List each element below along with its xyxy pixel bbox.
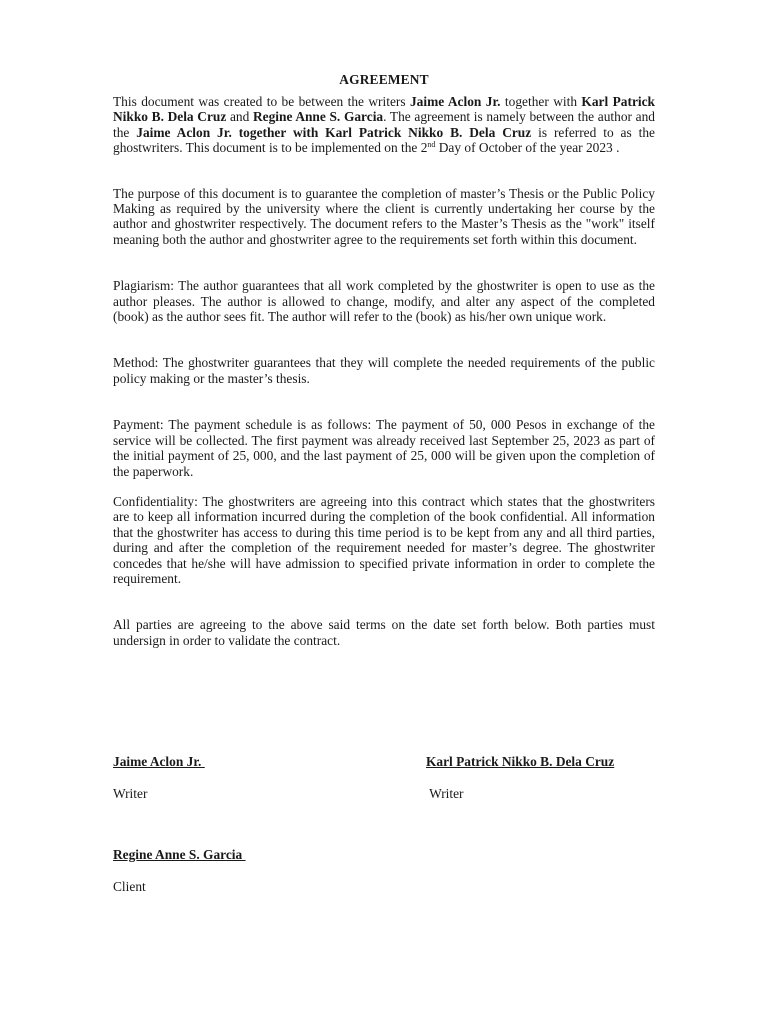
signature-writer-2 — [426, 754, 614, 802]
signature-name: Karl Patrick Nikko B. Dela Cruz — [426, 754, 615, 769]
closing-paragraph: All parties are agreeing to the above said terms on the date set forth below. Both parties must undersign in order to validate the contract. — [113, 617, 655, 648]
signature-name: Regine Anne S. Garcia — [113, 847, 246, 862]
purpose-paragraph: The purpose of this document is to guarantee the completion of master’s Thesis or the Public Policy Making as required by the university where the client is currently undertaking her course by the author and ghostwriter respectively. The document refers to the Master’s Thesis as the "work" itself meaning both the author and ghostwriter agree to the requirements set forth within this document. — [113, 185, 655, 247]
intro-text-3: and — [226, 109, 253, 125]
plagiarism-paragraph: Plagiarism: The author guarantees that all work completed by the ghostwriter is open to use as the author pleases. The author is allowed to change, modify, and alter any aspect of the completed (book) as the author sees fit. The author will refer to the (book) as his/her own unique work. — [113, 278, 655, 325]
agreement-document — [113, 72, 655, 648]
document-title: AGREEMENT — [339, 72, 429, 87]
intro-text-4: . The agreement is namely between the author and the — [113, 109, 655, 140]
signature-writer-1 — [113, 754, 205, 802]
intro-text-1: This document was created to be between the writers — [113, 94, 410, 109]
intro-paragraph — [113, 94, 655, 156]
confidentiality-paragraph: Confidentiality: The ghostwriters are agreeing into this contract which states that the ghostwriters are to keep all information incurred during the completion of the book confidential. All information that the ghostwriter has access to during this time period is to be kept from any and all third parties, during and after the completion of the requirement needed for master’s degree. The ghostwriter concedes that he/she will have admission to specified private information in order to complete the requirement. — [113, 493, 655, 586]
ordinal-suffix: nd — [427, 140, 436, 150]
writer-name-2: Karl Patrick Nikko B. Dela Cruz — [113, 94, 655, 125]
signature-role: Writer — [113, 786, 148, 801]
signature-client — [113, 847, 246, 895]
client-name: Regine Anne S. Garcia — [252, 109, 384, 125]
signature-name: Jaime Aclon Jr. — [113, 754, 205, 769]
signature-role: Writer — [426, 786, 464, 801]
payment-paragraph: Payment: The payment schedule is as follows: The payment of 50, 000 Pesos in exchange of the service will be collected. The first payment was already received last September 25, 2023 as part of the initial payment of 25, 000, and the last payment of 25, 000 will be given upon the completion of the paperwork. — [113, 417, 655, 479]
method-paragraph: Method: The ghostwriter guarantees that they will complete the needed requirements of the public policy making or the master’s thesis. — [113, 355, 655, 386]
intro-text-6: Day of October of the year 2023 . — [435, 140, 620, 156]
ghostwriter-names: Jaime Aclon Jr. together with Karl Patrick Nikko B. Dela Cruz — [136, 124, 532, 140]
writer-name-1: Jaime Aclon Jr. — [409, 94, 501, 109]
signature-role: Client — [113, 879, 146, 894]
intro-text-5: is referred to as the ghostwriters. This document is to be implemented on the 2 — [113, 124, 655, 156]
intro-text-2: together with — [500, 94, 582, 109]
